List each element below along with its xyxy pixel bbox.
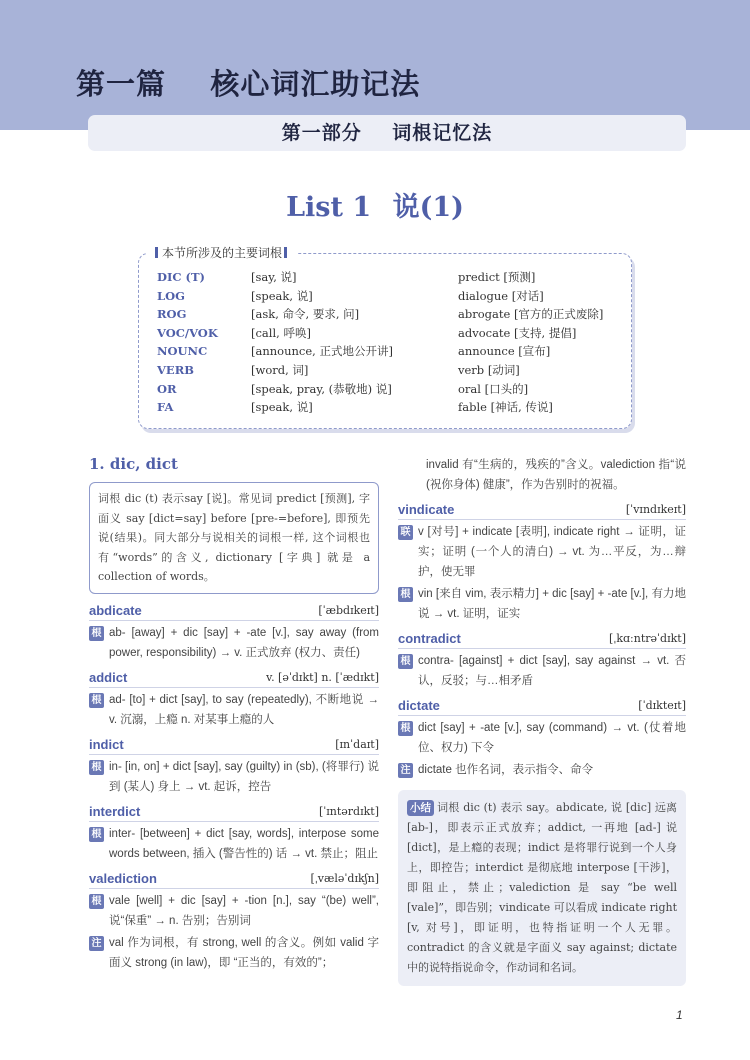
entry-text: val 作为词根，有 strong, well 的含义。例如 valid 字面义 strong (in law)，即 “正当的，有效的”；: [109, 936, 379, 969]
entry-line: [89, 933, 379, 973]
entry-phonetic: [ˌkɑːntrəˈdɪkt]: [609, 632, 686, 645]
root-row: [157, 361, 627, 379]
entry-badge: 注: [398, 763, 413, 778]
entry-header: [89, 801, 379, 822]
entry-word: indict: [89, 736, 124, 752]
root-example: advocate [支持, 提倡]: [458, 325, 577, 340]
entry-header: [89, 868, 379, 889]
entry-text: inter- [between] + dict [say, words], interpose some words between, 插入 (警告性的) 话 → vt. 禁止；阻止: [109, 827, 379, 860]
entry-badge: 根: [89, 693, 104, 708]
entry-badge: 根: [398, 587, 413, 602]
summary-box: [398, 790, 686, 986]
entry-word: abdicate: [89, 602, 142, 618]
summary-text: 词根 dic (t) 表示 say。abdicate, 说 [dic] 远离 [ab-]，即表示正式放弃；addict, 一再地 [ad-] 说 [dict]，是上瘾的表现；indict 是将罪行说到一个人身上，即控告；interdict 是彻底地 interpose [干涉]，即阻止，禁止；valediction 是 say “be well [vale]”，即告别；vindicate 可以看成 indicate right [v, 对号]，即证明，也特指证明一个人无罪。contradict 的含义就是字面义 say against; dictate 中的说特指说命令，作动词和名词。: [407, 801, 677, 974]
section-title: 1. dic, dict: [89, 455, 178, 473]
entry-line: [398, 718, 686, 758]
chapter-title: 第一篇 核心词汇助记法: [76, 67, 421, 101]
roots-label-text: 本节所涉及的主要词根: [162, 246, 283, 260]
entry-text: dict [say] + -ate [v.], say (command) → vt. (仗着地位、权力) 下令: [418, 722, 686, 754]
entry-phonetic: [ˈæbdɪkeɪt]: [318, 603, 379, 617]
entry-badge: 根: [89, 760, 104, 775]
root-meaning: [speak, 说]: [251, 400, 313, 415]
list-title: [0, 185, 750, 224]
entry-word: addict: [89, 669, 128, 685]
entry-text: dictate 也作名词，表示指令、命令: [418, 764, 594, 776]
entry-word: contradict: [398, 631, 461, 646]
root-meaning: [ask, 命令, 要求, 问]: [251, 307, 360, 322]
bar-icon: [284, 247, 287, 258]
right-column: [398, 455, 686, 986]
part-title: 第一部分 词根记忆法: [88, 115, 686, 151]
entry-header: [398, 499, 686, 520]
entry-header: [398, 695, 686, 716]
page-number: 1: [676, 1008, 683, 1022]
entry-badge: 根: [89, 894, 104, 909]
entry-phonetic: v. [əˈdɪkt] n. [ˈædɪkt]: [266, 670, 379, 684]
entry-text: ad- [to] + dict [say], to say (repeatedly), 不断地说 → v. 沉溺，上瘾 n. 对某事上瘾的人: [109, 693, 379, 726]
entry-word: vindicate: [398, 502, 455, 517]
entry-header: [89, 734, 379, 755]
entry-line: [89, 824, 379, 864]
root-meaning: [speak, pray, (恭敬地) 说]: [251, 381, 392, 396]
bar-icon: [155, 247, 158, 258]
right-entries: [398, 499, 686, 780]
root-row: [157, 342, 627, 360]
entry-phonetic: [ˈdɪkteɪt]: [638, 699, 686, 712]
entry-line: [89, 623, 379, 663]
root-key: VERB: [157, 363, 194, 377]
entry-line: [398, 522, 686, 582]
summary-badge: 小结: [407, 800, 434, 816]
intro-box: 词根 dic (t) 表示say [说]。常见词 predict [预测], 字面义 say [dict=say] before [pre-=before], 即预先说(结果)。同大部分与说相关的词根一样, 这个词根也有“words”的含义, dictionary [字典] 就是 a collection of words。: [89, 482, 379, 594]
root-example: predict [预测]: [458, 270, 536, 284]
root-meaning: [announce, 正式地公开讲]: [251, 344, 393, 359]
root-example: abrogate [官方的正式废除]: [458, 307, 604, 322]
continued-text: invalid 有“生病的，残疾的”含义。valediction 指“说 (祝你身体) 健康”，作为告别时的祝福。: [426, 459, 686, 491]
entry-text: v [对号] + indicate [表明], indicate right → 证明，证实；证明 (一个人的清白) → vt. 为…平反，为…辩护，使无罪: [418, 526, 686, 578]
entry-line: [398, 760, 686, 780]
root-meaning: [speak, 说]: [251, 288, 313, 303]
entry-badge: 根: [398, 654, 413, 669]
entry-text: in- [in, on] + dict [say], say (guilty) in (sb), (将罪行) 说到 (某人) 身上 → vt. 起诉，控告: [109, 760, 379, 793]
entry-word: valediction: [89, 870, 157, 886]
root-row: [157, 324, 627, 342]
list-number: List 1: [286, 192, 372, 223]
root-meaning: [word, 词]: [251, 363, 309, 377]
root-key: VOC/VOK: [157, 325, 218, 340]
entry-line: [89, 891, 379, 931]
entry-word: dictate: [398, 698, 440, 713]
entry-badge: 根: [89, 626, 104, 641]
entry-badge: 注: [89, 936, 104, 951]
entry-header: [89, 600, 379, 621]
entry-badge: 联: [398, 525, 413, 540]
entry-badge: 根: [398, 721, 413, 736]
root-example: verb [动词]: [458, 363, 520, 377]
list-topic: 说(1): [392, 192, 464, 223]
entry-text: vale [well] + dic [say] + -tion [n.], say “(be) well”, 说“保重” → n. 告别；告别词: [109, 894, 379, 927]
root-meaning: [say, 说]: [251, 270, 297, 284]
entry-text: contra- [against] + dict [say], say against → vt. 否认，反驳；与…相矛盾: [418, 655, 686, 687]
root-key: OR: [157, 381, 177, 396]
roots-label: [147, 244, 297, 261]
entry-line: [398, 651, 686, 691]
entry-header: [89, 667, 379, 688]
entry-line: [398, 584, 686, 624]
left-entries: [89, 600, 379, 973]
root-row: [157, 398, 627, 416]
root-meaning: [call, 呼唤]: [251, 325, 311, 340]
root-key: NOUNC: [157, 344, 208, 359]
root-example: fable [神话, 传说]: [458, 400, 553, 415]
root-example: announce [宣布]: [458, 344, 551, 359]
root-row: [157, 268, 627, 286]
root-key: ROG: [157, 307, 187, 322]
entry-header: [398, 628, 686, 649]
entry-badge: 根: [89, 827, 104, 842]
root-row: [157, 287, 627, 305]
entry-phonetic: [ˈvɪndɪkeɪt]: [625, 503, 686, 516]
entry-text: ab- [away] + dic [say] + -ate [v.], say away (from power, responsibility) → v. 正式放弃 (权力、责任): [109, 626, 379, 659]
root-key: FA: [157, 400, 174, 415]
root-row: [157, 305, 627, 323]
root-key: LOG: [157, 288, 185, 303]
left-column: [89, 455, 379, 973]
root-row: [157, 380, 627, 398]
entry-line: [89, 690, 379, 730]
entry-line: [89, 757, 379, 797]
entry-phonetic: [ˈɪntərdɪkt]: [318, 804, 379, 818]
entry-word: interdict: [89, 803, 141, 819]
root-example: oral [口头的]: [458, 381, 529, 396]
entry-text: vin [来自 vim, 表示精力] + dic [say] + -ate [v.], 有力地说 → vt. 证明，证实: [418, 588, 686, 620]
entry-phonetic: [ˌvæləˈdɪkʃn]: [310, 871, 379, 885]
entry-phonetic: [ɪnˈdaɪt]: [335, 737, 379, 751]
root-key: DIC (T): [157, 270, 205, 284]
root-example: dialogue [对话]: [458, 288, 544, 303]
